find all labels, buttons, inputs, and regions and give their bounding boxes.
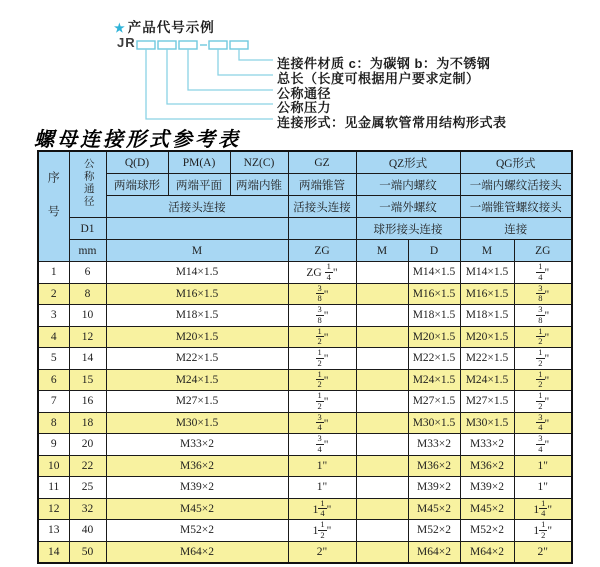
cell-qg_zg: $\frac{3}{8}$ " xyxy=(514,283,572,305)
cell-zg: $\frac{3}{8}$ " xyxy=(288,305,356,327)
product-code-prefix: JR xyxy=(117,35,136,50)
cell-mm: 22 xyxy=(69,455,106,477)
header-conn-qg: 一端锥管螺纹接头 xyxy=(460,196,572,218)
header-zg-gz: ZG xyxy=(288,240,356,262)
cell-mm: 25 xyxy=(69,477,106,499)
cell-qg_m: M30×1.5 xyxy=(460,412,514,434)
cell-zg: $\frac{3}{8}$ " xyxy=(288,283,356,305)
cell-zg: 1" xyxy=(288,477,356,499)
cell-qg_zg: 1 $\frac{1}{4}$ " xyxy=(514,498,572,520)
table-row xyxy=(38,477,572,499)
cell-no: 11 xyxy=(38,477,69,499)
label-material: 连接件材质 c：为碳钢 b：为不锈钢 xyxy=(277,56,491,71)
header-d-qz: D xyxy=(408,240,460,262)
leader-line-diameter xyxy=(188,49,273,90)
table-row xyxy=(38,305,572,327)
cell-qg_zg: $\frac{1}{2}$ " xyxy=(514,348,572,370)
table-row xyxy=(38,326,572,348)
table-row xyxy=(38,348,572,370)
header-empty-gz xyxy=(288,218,356,240)
cell-qz_d: M18×1.5 xyxy=(408,305,460,327)
cell-qz_m xyxy=(356,305,408,327)
cell-m: M33×2 xyxy=(106,434,288,456)
cell-qz_d: M30×1.5 xyxy=(408,412,460,434)
cell-no: 10 xyxy=(38,455,69,477)
table-header xyxy=(38,151,572,262)
leader-line-material xyxy=(239,49,273,60)
cell-m: M27×1.5 xyxy=(106,391,288,413)
table-row xyxy=(38,262,572,284)
header-col-pma: PM(A) xyxy=(168,151,230,174)
cell-mm: 12 xyxy=(69,326,106,348)
cell-no: 9 xyxy=(38,434,69,456)
cell-qz_d: M52×2 xyxy=(408,520,460,542)
cell-qg_m: M36×2 xyxy=(460,455,514,477)
cell-zg: 1" xyxy=(288,455,356,477)
cell-zg: $\frac{3}{4}$ " xyxy=(288,434,356,456)
cell-m: M22×1.5 xyxy=(106,348,288,370)
cell-m: M14×1.5 xyxy=(106,262,288,284)
cell-no: 3 xyxy=(38,305,69,327)
cell-no: 8 xyxy=(38,412,69,434)
cell-qg_m: M20×1.5 xyxy=(460,326,514,348)
cell-zg: $\frac{1}{2}$ " xyxy=(288,348,356,370)
header-m-qz: M xyxy=(356,240,408,262)
cell-m: M36×2 xyxy=(106,455,288,477)
table-row xyxy=(38,434,572,456)
cell-m: M24×1.5 xyxy=(106,369,288,391)
cell-no: 14 xyxy=(38,541,69,563)
cell-qg_zg: $\frac{1}{2}$ " xyxy=(514,369,572,391)
header-d1: D1 xyxy=(69,218,106,240)
cell-qg_zg: $\frac{3}{8}$ " xyxy=(514,305,572,327)
label-pressure: 公称压力 xyxy=(277,100,332,115)
cell-qz_d: M64×2 xyxy=(408,541,460,563)
cell-qg_m: M14×1.5 xyxy=(460,262,514,284)
header-m-qg: M xyxy=(460,240,514,262)
table-row xyxy=(38,520,572,542)
cell-qz_m xyxy=(356,477,408,499)
cell-qz_m xyxy=(356,520,408,542)
cell-qg_m: M18×1.5 xyxy=(460,305,514,327)
header-col-gz: GZ xyxy=(288,151,356,174)
cell-qg_zg: $\frac{3}{4}$ " xyxy=(514,412,572,434)
header-m-left: M xyxy=(106,240,288,262)
cell-qz_d: M27×1.5 xyxy=(408,391,460,413)
star-icon: ★ xyxy=(114,21,126,35)
leader-line-length xyxy=(218,49,273,75)
table-row xyxy=(38,391,572,413)
cell-m: M39×2 xyxy=(106,477,288,499)
cell-no: 2 xyxy=(38,283,69,305)
header-col-nzc: NZ(C) xyxy=(230,151,288,174)
cell-zg: 2" xyxy=(288,541,356,563)
cell-zg: $\frac{1}{2}$ " xyxy=(288,369,356,391)
cell-no: 1 xyxy=(38,262,69,284)
cell-mm: 15 xyxy=(69,369,106,391)
cell-mm: 40 xyxy=(69,520,106,542)
cell-qg_zg: 1" xyxy=(514,477,572,499)
product-code-heading-text: 产品代号示例 xyxy=(127,20,215,35)
cell-qz_d: M45×2 xyxy=(408,498,460,520)
cell-qg_zg: 1" xyxy=(514,455,572,477)
cell-qg_m: M22×1.5 xyxy=(460,348,514,370)
cell-no: 6 xyxy=(38,369,69,391)
cell-qz_d: M33×2 xyxy=(408,434,460,456)
cell-zg: $\frac{3}{4}$ " xyxy=(288,412,356,434)
cell-qz_m xyxy=(356,498,408,520)
cell-qz_m xyxy=(356,434,408,456)
code-box-5 xyxy=(230,41,248,49)
header-conn-gz: 活接头连接 xyxy=(288,196,356,218)
cell-qz_d: M16×1.5 xyxy=(408,283,460,305)
cell-m: M16×1.5 xyxy=(106,283,288,305)
cell-qz_d: M20×1.5 xyxy=(408,326,460,348)
cell-m: M64×2 xyxy=(106,541,288,563)
header-desc-gz: 两端锥管 xyxy=(288,174,356,196)
header-zg-qg: ZG xyxy=(514,240,572,262)
cell-qz_m xyxy=(356,369,408,391)
cell-zg: $\frac{1}{2}$ " xyxy=(288,391,356,413)
cell-qg_m: M27×1.5 xyxy=(460,391,514,413)
table-row xyxy=(38,498,572,520)
header-mm: mm xyxy=(69,240,106,262)
cell-qz_m xyxy=(356,412,408,434)
cell-qz_d: M39×2 xyxy=(408,477,460,499)
header-connect: 连接 xyxy=(460,218,572,240)
cell-m: M52×2 xyxy=(106,520,288,542)
cell-qz_m xyxy=(356,541,408,563)
table-row xyxy=(38,541,572,563)
cell-qg_zg: 1 $\frac{1}{2}$ " xyxy=(514,520,572,542)
header-desc-qd: 两端球形 xyxy=(106,174,168,196)
cell-qg_zg: 2" xyxy=(514,541,572,563)
cell-zg: ZG $\frac{1}{4}$ " xyxy=(288,262,356,284)
code-box-1 xyxy=(137,41,155,49)
cell-qg_m: M64×2 xyxy=(460,541,514,563)
table-body xyxy=(38,262,572,564)
header-col-qd: Q(D) xyxy=(106,151,168,174)
label-length: 总长（长度可根据用户要求定制） xyxy=(277,71,480,86)
cell-qg_zg: $\frac{1}{4}$ " xyxy=(514,262,572,284)
header-col-qg: QG形式 xyxy=(460,151,572,174)
cell-qz_m xyxy=(356,455,408,477)
cell-m: M18×1.5 xyxy=(106,305,288,327)
table-title: 螺母连接形式参考表 xyxy=(34,129,241,151)
cell-no: 7 xyxy=(38,391,69,413)
table-row xyxy=(38,455,572,477)
table-row xyxy=(38,412,572,434)
cell-no: 12 xyxy=(38,498,69,520)
cell-mm: 16 xyxy=(69,391,106,413)
leader-line-pressure xyxy=(167,49,273,104)
code-box-3 xyxy=(179,41,197,49)
header-desc-nzc: 两端内锥 xyxy=(230,174,288,196)
cell-no: 5 xyxy=(38,348,69,370)
table-row xyxy=(38,283,572,305)
cell-mm: 32 xyxy=(69,498,106,520)
cell-qz_d: M36×2 xyxy=(408,455,460,477)
cell-qg_zg: $\frac{1}{2}$ " xyxy=(514,391,572,413)
cell-qg_m: M24×1.5 xyxy=(460,369,514,391)
cell-mm: 6 xyxy=(69,262,106,284)
cell-zg: 1 $\frac{1}{4}$ " xyxy=(288,498,356,520)
header-desc-pma: 两端平面 xyxy=(168,174,230,196)
header-desc-qg: 一端内螺纹活接头 xyxy=(460,174,572,196)
cell-mm: 50 xyxy=(69,541,106,563)
cell-mm: 8 xyxy=(69,283,106,305)
header-col-qz: QZ形式 xyxy=(356,151,460,174)
code-box-2 xyxy=(158,41,176,49)
cell-qg_m: M33×2 xyxy=(460,434,514,456)
header-conn-left: 活接头连接 xyxy=(106,196,288,218)
cell-qz_m xyxy=(356,262,408,284)
header-conn-qz: 一端外螺纹 xyxy=(356,196,460,218)
cell-qg_zg: $\frac{1}{2}$ " xyxy=(514,326,572,348)
cell-qz_d: M24×1.5 xyxy=(408,369,460,391)
label-connection: 连接形式：见金属软管常用结构形式表 xyxy=(277,115,507,130)
cell-qg_m: M39×2 xyxy=(460,477,514,499)
cell-m: M20×1.5 xyxy=(106,326,288,348)
cell-m: M45×2 xyxy=(106,498,288,520)
cell-zg: $\frac{1}{2}$ " xyxy=(288,326,356,348)
label-diameter: 公称通径 xyxy=(277,86,332,101)
cell-no: 4 xyxy=(38,326,69,348)
cell-mm: 18 xyxy=(69,412,106,434)
table-row xyxy=(38,369,572,391)
cell-qg_m: M52×2 xyxy=(460,520,514,542)
header-desc-qz: 一端内螺纹 xyxy=(356,174,460,196)
cell-m: M30×1.5 xyxy=(106,412,288,434)
cell-qz_m xyxy=(356,283,408,305)
cell-qg_m: M16×1.5 xyxy=(460,283,514,305)
cell-qz_m xyxy=(356,326,408,348)
cell-qz_m xyxy=(356,391,408,413)
cell-mm: 10 xyxy=(69,305,106,327)
header-ball-joint: 球形接头连接 xyxy=(356,218,460,240)
nut-connection-table xyxy=(37,150,573,564)
code-box-4 xyxy=(209,41,227,49)
cell-mm: 20 xyxy=(69,434,106,456)
cell-qg_zg: $\frac{3}{4}$ " xyxy=(514,434,572,456)
cell-qz_d: M22×1.5 xyxy=(408,348,460,370)
cell-zg: 1 $\frac{1}{2}$ " xyxy=(288,520,356,542)
header-dn: 公称通径 xyxy=(69,151,106,218)
cell-mm: 14 xyxy=(69,348,106,370)
cell-qz_m xyxy=(356,348,408,370)
cell-qz_d: M14×1.5 xyxy=(408,262,460,284)
cell-no: 13 xyxy=(38,520,69,542)
cell-qg_m: M45×2 xyxy=(460,498,514,520)
header-seq: 序号 xyxy=(38,151,69,262)
header-empty-left xyxy=(106,218,288,240)
